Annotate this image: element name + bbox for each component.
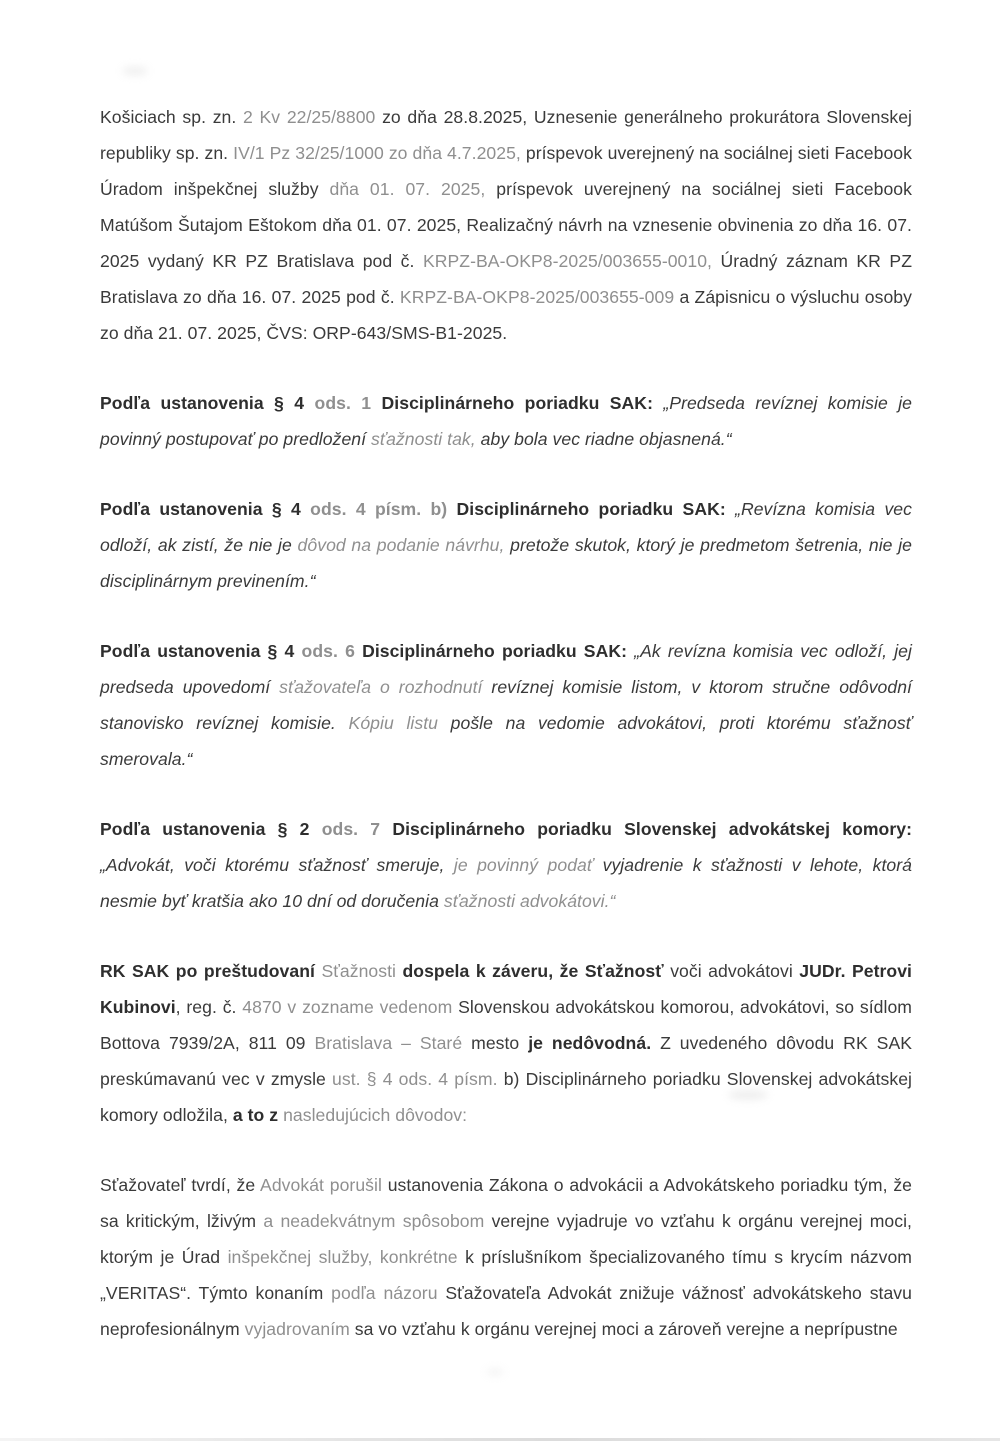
text-run: podľa názoru [331,1283,446,1303]
text-run: Podľa ustanovenia § 4 [100,499,311,519]
evidence-list-continuation [100,99,912,351]
provision-s4-ods1 [100,385,912,457]
text-run: sťažnosti tak, [371,429,481,449]
text-run: je nedôvodná. [528,1033,661,1053]
text-run: pretože skutok, ktorý je predmetom šetrenia, nie je disciplinárnym previnením.“ [100,535,912,591]
text-run: Disciplinárneho poriadku Slovenskej advokátskej komory: [392,819,912,839]
text-run: IV/1 Pz 32/25/1000 zo dňa 4.7.2025, [233,143,526,163]
text-run: Slovenskou advokátskou komorou, advokátovi, so sídlom Bottova 7939/2A, 811 09 [100,997,913,1053]
text-run: aby bola vec riadne objasnená.“ [480,429,732,449]
text-run: dňa 01. 07. 2025, [329,179,497,199]
text-run: „Ak revízna komisia vec odloží, jej predseda upovedomí [100,641,912,697]
complainant-allegation [100,1167,912,1347]
text-run: Podľa ustanovenia § 4 [100,393,315,413]
rk-sak-conclusion [100,953,912,1133]
provision-s4-ods4b [100,491,912,599]
text-run: Sťažovateľa Advokát znižuje vážnosť advokátskeho stavu neprofesionálnym [100,1283,912,1339]
document-body [100,99,912,1381]
text-run: nasledujúcich dôvodov: [283,1105,468,1125]
text-run: KRPZ-BA-OKP8-2025/003655-0010, [422,251,721,271]
text-run: Disciplinárneho poriadku SAK: [362,641,635,661]
text-run: Disciplinárneho poriadku SAK: [381,393,664,413]
text-run: ods. 7 [321,819,393,839]
text-run: Z uvedeného dôvodu RK SAK preskúmavanú vec v zmysle [100,1033,913,1089]
text-run: dôvod na podanie návrhu, [297,535,511,555]
text-run: „Revízna komisia vec odloží, ak zistí, že nie je [100,499,912,555]
text-run: verejne vyjadruje vo vzťahu k orgánu verejnej moci, ktorým je Úrad [100,1211,912,1267]
text-run: a to z [232,1105,284,1125]
text-run: KRPZ-BA-OKP8-2025/003655-009 [399,287,680,307]
text-run: a neadekvátnym spôsobom [263,1211,492,1231]
text-run: 4870 v zozname vedenom [242,997,459,1017]
text-run: sťažnosti advokátovi.“ [443,891,616,911]
text-run: voči advokátovi [670,961,800,981]
provision-s4-ods6 [100,633,912,777]
text-run: Disciplinárneho poriadku SAK: [456,499,736,519]
text-run: „Advokát, voči ktorému sťažnosť smeruje, [100,855,454,875]
text-run: „Predseda revíznej komisie je povinný postupovať po predložení [100,393,912,449]
text-run: 2 Kv 22/25/8800 [243,107,383,127]
text-run: JUDr. Petrovi Kubinovi [100,961,913,1017]
text-run: k príslušníkom špecializovaného tímu s krycím názvom „VERITAS“. Týmto konaním [100,1247,912,1303]
text-run: zo dňa 28.8.2025, Uznesenie generálneho prokurátora Slovenskej republiky sp. zn. [100,107,912,163]
text-run: vyjadrovaním [244,1319,355,1339]
text-run: Košiciach sp. zn. [100,107,244,127]
text-run: Úradný záznam KR PZ Bratislava zo dňa 16. 07. 2025 pod č. [100,251,913,307]
text-run: Kópiu listu [348,713,451,733]
text-run: príspevok uverejnený na sociálnej sieti Facebook Úradom inšpekčnej služby [100,143,912,199]
text-run: príspevok uverejnený na sociálnej sieti Facebook Matúšom Šutajom Eštokom dňa 01. 07. 2025, Realizačný návrh na vznesenie obvinenia zo dňa 16. 07. 2025 vydaný KR PZ Bratislava pod č. [100,179,912,271]
text-run: ust. § 4 ods. 4 písm. [332,1069,504,1089]
text-run: mesto [471,1033,529,1053]
text-run: Advokát porušil [260,1175,388,1195]
text-run: ods. 4 písm. b) [310,499,457,519]
text-run: , reg. č. [175,997,243,1017]
text-run: sťažovateľa o rozhodnutí [279,677,492,697]
text-run: Podľa ustanovenia § 4 [100,641,302,661]
text-run: RK SAK po preštudovaní [100,961,322,981]
provision-s2-ods7 [100,811,912,919]
text-run: Bratislava – Staré [314,1033,472,1053]
text-run: pošle na vedomie advokátovi, proti ktorému sťažnosť smerovala.“ [100,713,912,769]
scan-smudge [122,66,148,76]
text-run: inšpekčnej služby, konkrétne [227,1247,466,1267]
text-run: a Zápisnicu o výsluchu osoby zo dňa 21. 07. 2025, ČVS: ORP-643/SMS-B1-2025. [100,287,912,343]
text-run: Sťažovateľ tvrdí, že [100,1175,261,1195]
text-run: ods. 1 [314,393,382,413]
text-run: ustanovenia Zákona o advokácii a Advokátskeho poriadku tým, že sa kritickým, lživým [100,1175,912,1231]
text-run: dospela k záveru, že Sťažnosť [402,961,671,981]
text-run: ods. 6 [301,641,363,661]
text-run: vyjadrenie k sťažnosti v lehote, ktorá nesmie byť kratšia ako 10 dní od doručenia [100,855,912,911]
text-run: je povinný podať [453,855,603,875]
text-run: b) Disciplinárneho poriadku Slovenskej advokátskej komory odložila, [100,1069,912,1125]
text-run: Sťažnosti [321,961,403,981]
text-run: revíznej komisie listom, v ktorom stručne odôvodní stanovisko revíznej komisie. [100,677,912,733]
text-run: Podľa ustanovenia § 2 [100,819,322,839]
text-run: sa vo vzťahu k orgánu verejnej moci a zároveň verejne a neprípustne [354,1319,898,1339]
